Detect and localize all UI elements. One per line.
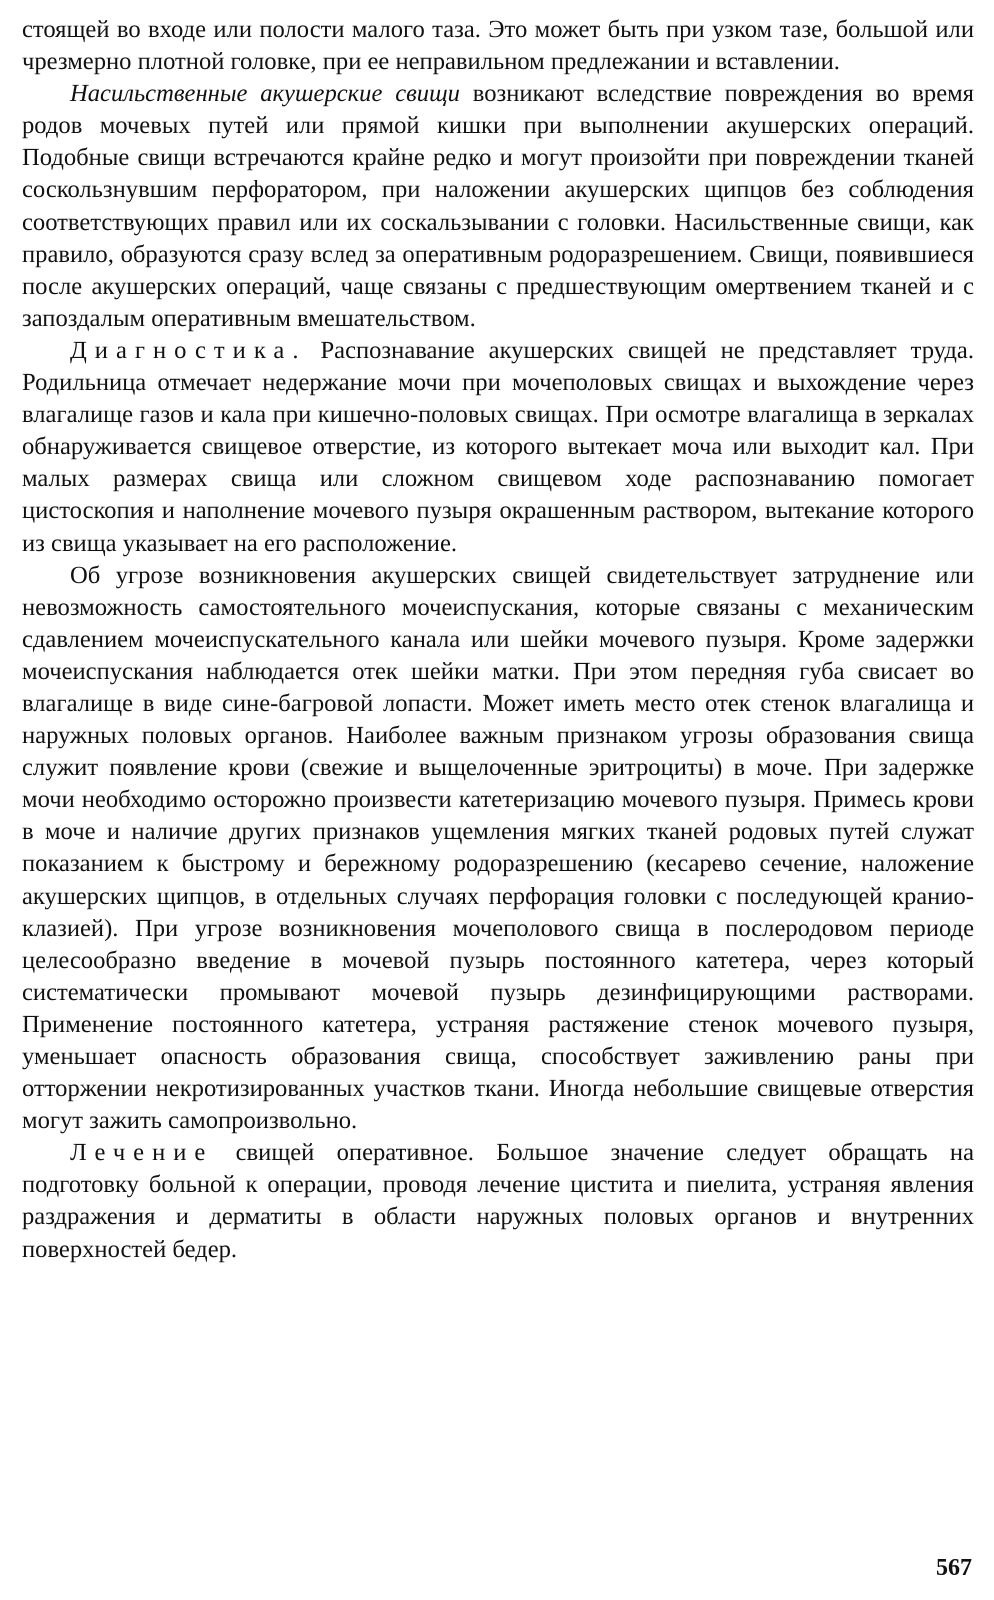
paragraph-diagnostics [22,335,974,560]
document-page [22,14,974,1586]
page-number: 567 [936,1555,972,1581]
paragraph-treatment [22,1137,974,1265]
paragraph-diagnostics-text: Распознавание акушерских свищей не представляет труда. Родильница отмечает недержание мочи при мочеполовых свищах и выхождение через влагалище газов и кала при кишечно-половых свищах. При осмотре влагалища в зеркалах обнаруживается свищевое отверстие, из которого вытекает моча или выходит кал. При малых размерах свища или сложном свищевом ходе распознаванию помогает цистоскопия и наполнение мочевого пузыря окрашенным раствором, вытекание которого из свища указывает на его расположение. [22,336,974,557]
paragraph-threat: Об угрозе возникновения акушерских свищей свидетельствует затруднение или невозможность самостоятельного мочеиспускания, которые связаны с механическим сдавлением мочеиспускательного канала или шейки мочевого пузыря. Кроме задержки мочеиспускания наблюдается отек шейки матки. При этом передняя губа свисает во влагалище в виде сине-багровой лопасти. Может иметь место отек стенок влагалища и наружных половых органов. Наиболее важным признаком угрозы образования свища служит появление крови (свежие и выщелоченные эритроциты) в моче. При задержке мочи необходимо осторожно произвести катетеризацию мочевого пузыря. Примесь крови в моче и наличие других признаков ущемления мягких тканей родовых путей служат показанием к быстрому и бережному родоразрешению (кесарево сечение, наложение акушерских щипцов, в отдельных случаях перфорация головки с последующей краниоклазией). При угрозе возникновения мочеполового свища в послеродовом периоде целесообразно введение в мочевой пузырь постоянного катетера, через который систематически промывают мочевой пузырь дезинфицирующими растворами. Применение постоянного катетера, устраняя растяжение стенок мочевого пузыря, уменьшает опасность образования свища, способствует заживлению раны при отторжении некротизированных участков ткани. Иногда небольшие свищевые отверстия могут зажить самопроизвольно. [22,561,974,1135]
term-violent-fistulas: Насильственные акушерские свищи [70,80,460,108]
paragraph-treatment-text: свищей оперативное. Большое значение следует обращать на подготовку больной к операции, проводя лечение цистита и пиелита, устраняя явления раздражения и дерматиты в области наружных половых органов и внутренних поверхностей бедер. [22,1139,974,1263]
paragraph-violent-fistulas-text: возникают вследствие повреждения во время родов мочевых путей или прямой кишки при выполнении акушерских операций. Подобные свищи встречаются крайне редко и могут произойти при повреждении тканей соскользнувшим перфоратором, при наложении акушерских щипцов без соблюдения соответствующих правил или их соскальзывании с головки. Насильственные свищи, как правило, образуются сразу вслед за оперативным родоразрешением. Свищи, появившиеся после акушерских операций, чаще связаны с предшествующим омертвением тканей и с запоздалым оперативным вмешательством. [22,80,974,332]
paragraph-violent-fistulas [22,78,974,335]
paragraph-continuation: стоящей во входе или полости малого таза. Это может быть при узком тазе, большой или чрезмерно плотной головке, при ее неправильном предлежании и вставлении. [22,16,974,76]
term-diagnostics: Диагностика. [70,336,307,364]
term-treatment: Лечение [70,1139,214,1167]
